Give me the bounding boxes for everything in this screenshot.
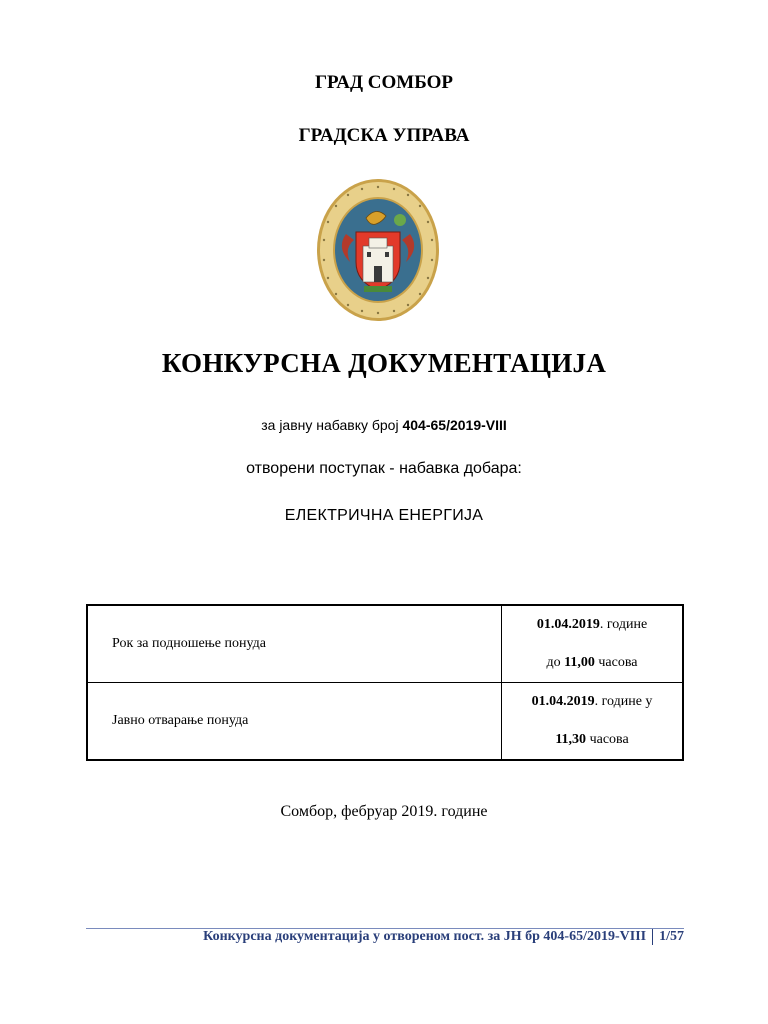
city-seal-icon: [316, 178, 440, 322]
footer-text: Конкурсна документација у отвореном пост. за ЈН бр 404-65/2019-VIII: [203, 929, 647, 945]
table-row: [87, 605, 683, 683]
opening-time: 11,30: [555, 732, 587, 747]
administration-heading: ГРАДСКА УПРАВА: [298, 125, 470, 146]
procurement-prefix: за јавну набавку број: [261, 417, 403, 433]
opening-date-suffix: . године у: [594, 694, 653, 709]
deadline-time-prefix: до: [546, 655, 565, 670]
deadline-date: 01.04.2019: [536, 617, 600, 632]
deadline-date-suffix: . године: [599, 617, 648, 632]
opening-value: [502, 683, 684, 761]
page-footer: [86, 929, 684, 945]
footer-separator: [652, 929, 653, 945]
page-number: 1/57: [659, 929, 684, 945]
place-and-date: Сомбор, фебруар 2019. године: [280, 803, 488, 820]
opening-time-suffix: часова: [586, 732, 629, 747]
opening-label: Јавно отварање понуда: [87, 683, 502, 761]
procurement-line: [0, 417, 768, 433]
deadline-time-suffix: часова: [594, 655, 638, 670]
procedure-type: отворени поступак - набавка добара:: [246, 460, 522, 477]
document-title: КОНКУРСНА ДОКУМЕНТАЦИЈА: [161, 348, 607, 378]
procurement-subject: ЕЛЕКТРИЧНА ЕНЕРГИЈА: [284, 507, 484, 524]
deadlines-table: [86, 604, 684, 761]
deadline-time: 11,00: [564, 655, 595, 670]
table-row: [87, 683, 683, 761]
opening-date: 01.04.2019: [531, 694, 595, 709]
deadline-value: [502, 605, 684, 683]
procurement-number: 404-65/2019-VIII: [402, 417, 507, 433]
city-heading: ГРАД СОМБОР: [314, 72, 454, 93]
deadline-label: Рок за подношење понуда: [87, 605, 502, 683]
